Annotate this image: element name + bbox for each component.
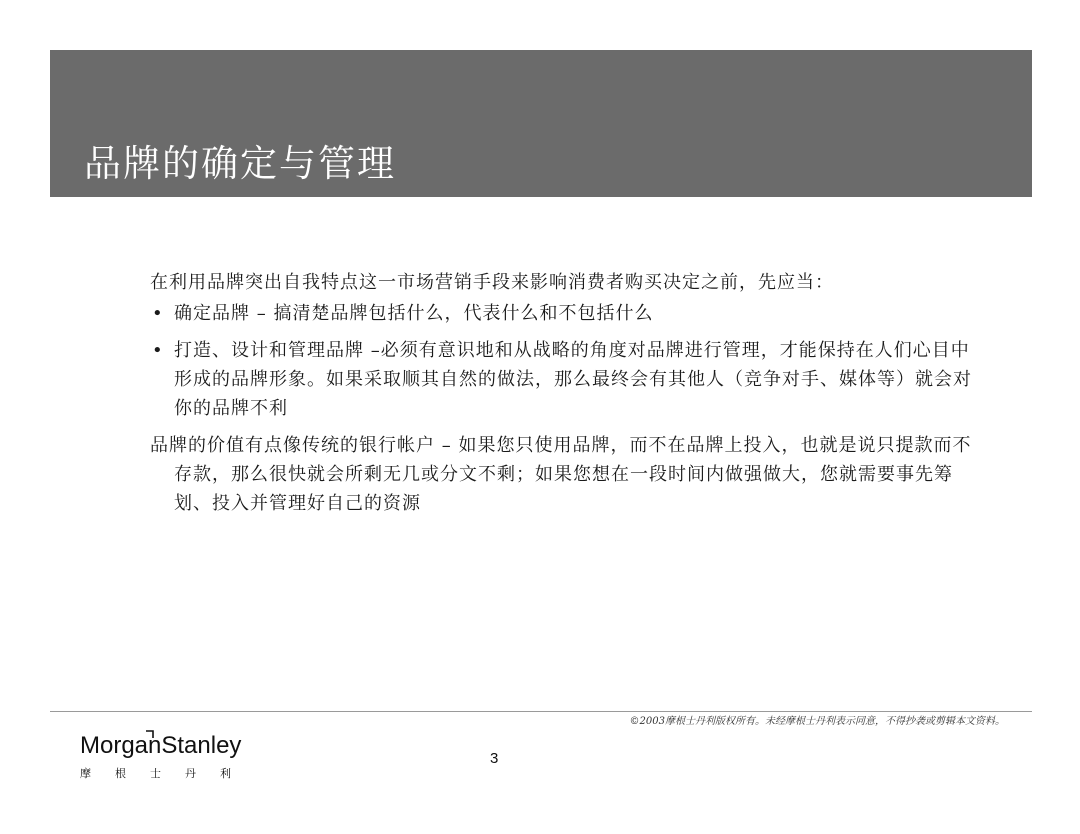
logo-wordmark xyxy=(80,731,255,761)
slide-content xyxy=(150,268,980,518)
bullet-text: 确定品牌 – 搞清楚品牌包括什么，代表什么和不包括什么 xyxy=(174,303,654,324)
bullet-dot: • xyxy=(152,340,164,361)
closing-paragraph: 品牌的价值有点像传统的银行帐户 – 如果您只使用品牌，而不在品牌上投入，也就是说只提款而不存款，那么很快就会所剩无几或分文不剩；如果您想在一段时间内做强做大，您就需要事先筹划、投入并管理好自己的资源 xyxy=(150,435,972,514)
morgan-stanley-logo xyxy=(80,731,255,781)
bullet-dot: • xyxy=(152,303,164,324)
copyright-notice: ©2003摩根士丹利版权所有。未经摩根士丹利表示同意，不得抄袭或剪辑本文资料。 xyxy=(629,716,1005,727)
intro-paragraph: 在利用品牌突出自我特点这一市场营销手段来影响消费者购买决定之前，先应当： xyxy=(150,272,834,293)
page-number: 3 xyxy=(490,750,499,767)
logo-chinese-name: 摩根士丹利 xyxy=(80,767,255,780)
logo-name-text: MorganStanley xyxy=(80,732,242,759)
bullet-item xyxy=(150,299,980,328)
slide-title: 品牌的确定与管理 xyxy=(84,142,396,185)
title-band xyxy=(50,50,1032,197)
logo-tick-icon xyxy=(146,730,154,738)
bullet-item xyxy=(150,336,980,423)
bullet-text: 打造、设计和管理品牌 –必须有意识地和从战略的角度对品牌进行管理，才能保持在人们心目中形成的品牌形象。如果采取顺其自然的做法，那么最终会有其他人（竞争对手、媒体等）就会对你的品牌不利 xyxy=(174,340,972,419)
